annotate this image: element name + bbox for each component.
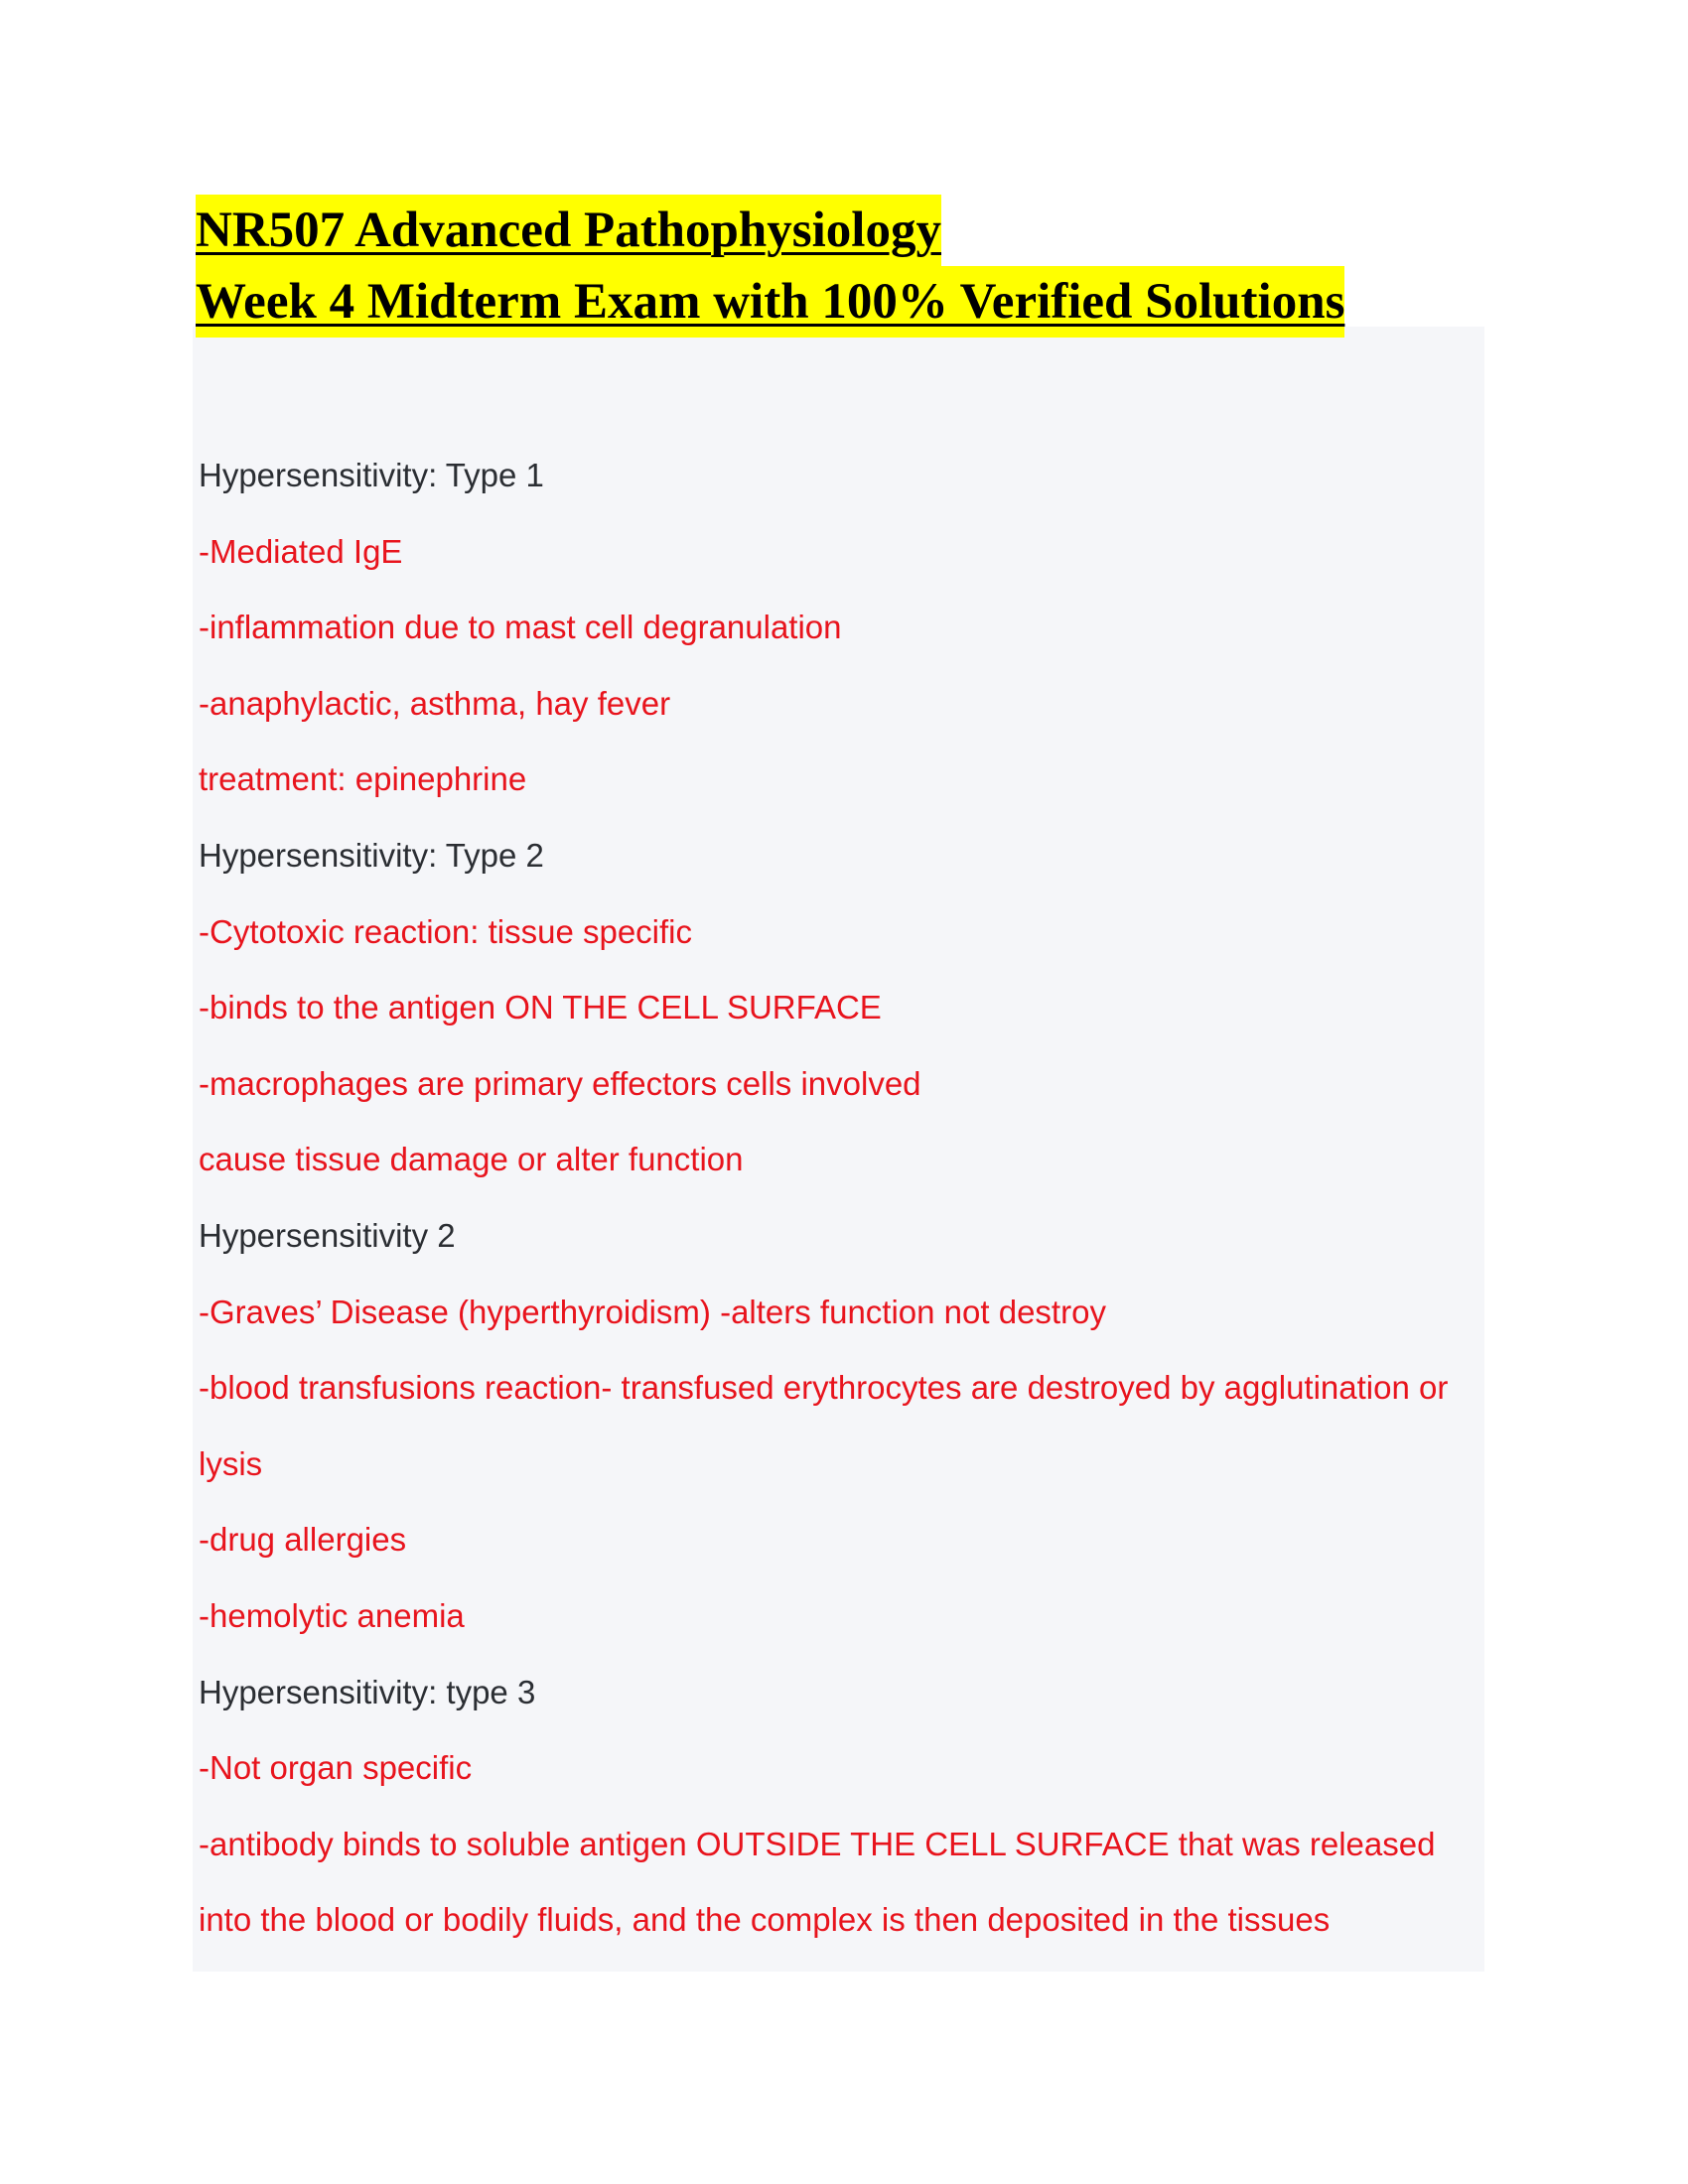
answer-line: -inflammation due to mast cell degranulation [199, 609, 842, 646]
title-line-2: Week 4 Midterm Exam with 100% Verified Solutions [196, 266, 1344, 338]
title-line-1: NR507 Advanced Pathophysiology [196, 195, 941, 266]
answer-line: lysis [199, 1444, 263, 1482]
answer-line: treatment: epinephrine [199, 760, 527, 798]
answer-line: -drug allergies [199, 1521, 407, 1559]
section-heading: Hypersensitivity 2 [199, 1216, 456, 1254]
answer-line: -binds to the antigen ON THE CELL SURFACE [199, 989, 882, 1026]
answer-line: -Cytotoxic reaction: tissue specific [199, 912, 693, 950]
document-title [196, 195, 1344, 338]
answer-line: -macrophages are primary effectors cells involved [199, 1064, 921, 1102]
section-heading: Hypersensitivity: Type 2 [199, 836, 544, 874]
section-heading: Hypersensitivity: type 3 [199, 1673, 536, 1710]
answer-line: -Graves’ Disease (hyperthyroidism) -alters function not destroy [199, 1293, 1106, 1330]
notes-list [199, 451, 1479, 1972]
answer-line: -anaphylactic, asthma, hay fever [199, 684, 671, 722]
section-heading: Hypersensitivity: Type 1 [199, 457, 544, 493]
answer-line: into the blood or bodily fluids, and the complex is then deposited in the tissues [199, 1901, 1331, 1939]
answer-line: -blood transfusions reaction- transfused erythrocytes are destroyed by agglutination or [199, 1369, 1449, 1407]
answer-line: -antibody binds to soluble antigen OUTSIDE THE CELL SURFACE that was released [199, 1825, 1436, 1862]
answer-line: cause tissue damage or alter function [199, 1141, 744, 1178]
answer-line: -Mediated IgE [199, 532, 403, 570]
answer-line: -hemolytic anemia [199, 1596, 465, 1634]
answer-line: -Not organ specific [199, 1749, 473, 1787]
